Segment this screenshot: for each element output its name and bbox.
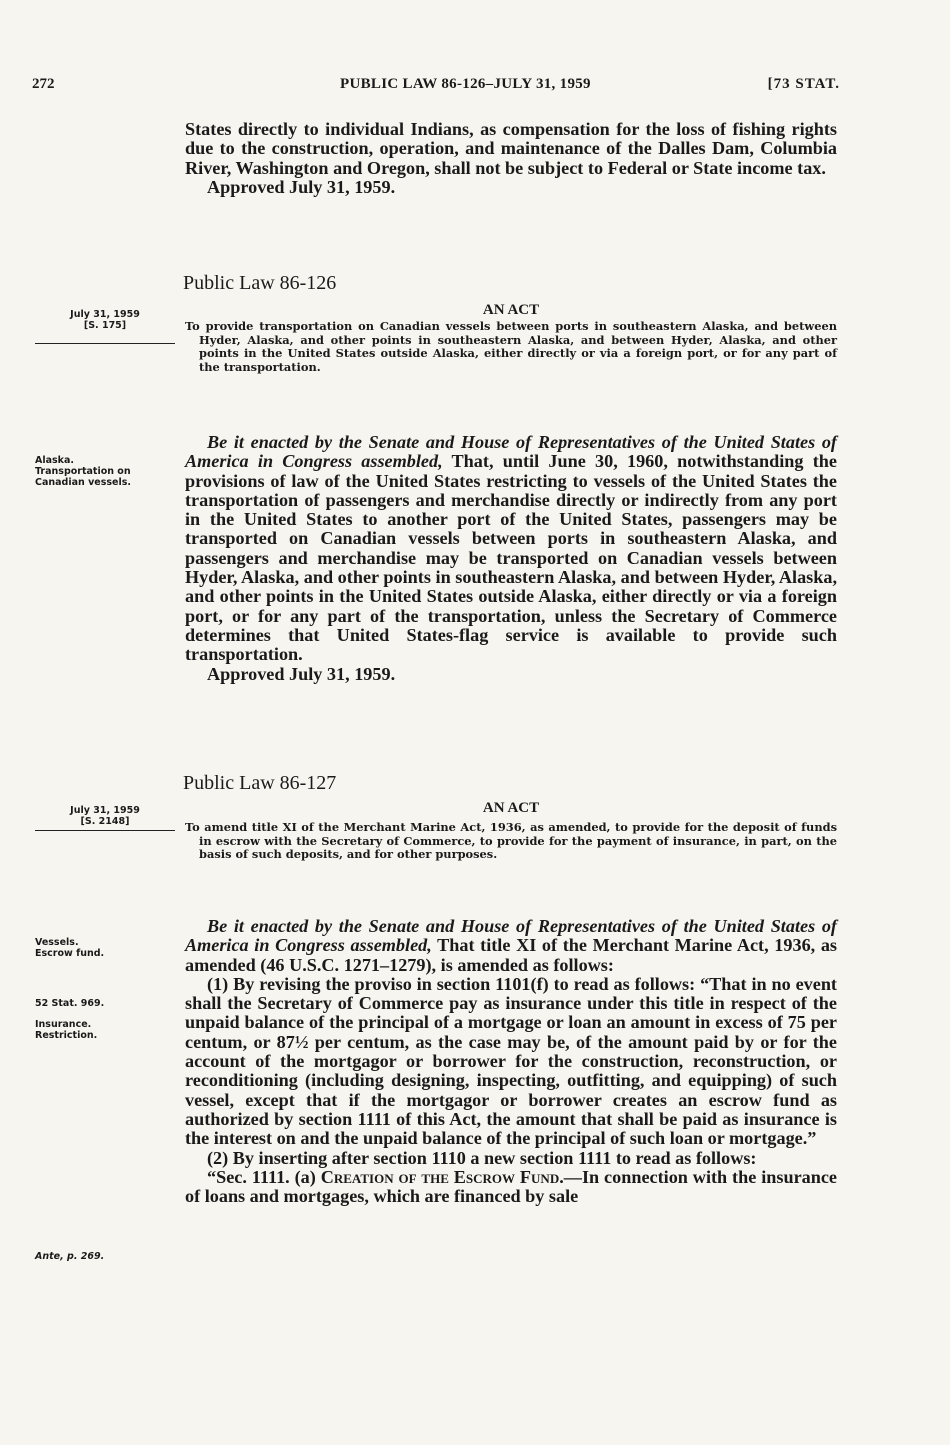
law-126-rule (35, 343, 175, 344)
section-heading: Creation of the Escrow Fund. (320, 1166, 564, 1187)
continuation-section (185, 120, 837, 197)
law-127-margin-vessels (35, 937, 175, 959)
continuation-text: States directly to individual Indians, as compensation for the loss of fishing rights due to the construction, operation, and maintenance of the Dalles Dam, Columbia River, Washington and Oregon, shall not be subject to Federal or State income tax. (185, 119, 837, 178)
stat-reference: [73 STAT. (767, 76, 840, 92)
law-127-para2: (2) By inserting after section 1110 a new section 1111 to read as follows: (207, 1147, 757, 1168)
law-127-enacting: Be it enacted by the Senate and House of Representatives of the United States of America in Congress assembled, (185, 916, 837, 956)
law-126-date: July 31, 1959 (70, 309, 140, 320)
law-127-date-note (35, 805, 175, 827)
margin-restriction: Restriction. (35, 1030, 98, 1041)
law-127-act-label: AN ACT (482, 800, 540, 816)
law-126-text (185, 433, 837, 684)
law-126-margin-alaska: Alaska. (35, 455, 75, 466)
law-126-approved: Approved July 31, 1959. (207, 663, 396, 684)
law-127-intro: That title XI of the Merchant Marine Act, 1936, as amended (46 U.S.C. 1271–1279), is amended as follows: (185, 935, 838, 975)
law-126-margin-notes (35, 455, 175, 488)
law-127-rule (35, 830, 175, 831)
running-title: PUBLIC LAW 86-126–JULY 31, 1959 (340, 76, 591, 92)
margin-ante: Ante, p. 269. (35, 1251, 105, 1262)
law-127-margin-insurance (35, 1019, 175, 1041)
law-126-bill: [S. 175] (83, 320, 127, 331)
margin-escrow-fund: Escrow fund. (35, 948, 105, 959)
margin-insurance: Insurance. (35, 1019, 92, 1030)
law-126-title: Public Law 86-126 (183, 272, 337, 294)
page-header (32, 76, 840, 96)
margin-stat-ref: 52 Stat. 969. (35, 998, 105, 1009)
law-127-title: Public Law 86-127 (183, 772, 337, 794)
law-126-purpose: To provide transportation on Canadian vessels between ports in southeastern Alaska, and between Hyder, Alaska, and other points in southeastern Alaska, and between Hyder, Alaska, and other points in the United States outside Alaska, either directly or via a foreign port, or for any part of the transportation. (185, 319, 837, 374)
law-126-date-note (35, 309, 175, 331)
law-127-text (185, 917, 837, 1206)
margin-vessels: Vessels. (35, 937, 79, 948)
law-126-body: That, until June 30, 1960, notwithstanding the provisions of law of the United States restricting to vessels of the United States the transportation of passengers and merchandise directly or indirectly from any port in the United States to another port of the United States, passengers may be transported on Canadian vessels between ports in southeastern Alaska, and passengers and merchandise may be transported on Canadian vessels between Hyder, Alaska, and other points in southeastern Alaska, and between Hyder, Alaska, and other points in the United States outside Alaska, either directly or via a foreign port, or for any part of the transportation, unless the Secretary of Commerce determines that United States-flag service is available to provide such transportation. (185, 451, 837, 665)
section-text: —In connection with the insurance of loans and mortgages, which are financed by sale (185, 1166, 837, 1207)
law-127-bill: [S. 2148] (80, 816, 130, 827)
law-126-margin-transport: Transportation on Canadian vessels. (35, 466, 132, 488)
page-number: 272 (32, 76, 55, 92)
continuation-approved: Approved July 31, 1959. (207, 176, 396, 197)
law-126-act-label: AN ACT (482, 302, 540, 318)
section-label: “Sec. 1111. (a) (207, 1166, 316, 1187)
law-127-para1: (1) By revising the proviso in section 1101(f) to read as follows: “That in no event shall the Secretary of Commerce pay as insurance under this title in respect of the unpaid balance of the principal of a mortgage or loan an amount in excess of 75 per centum, or 87½ per centum, as the case may be, of the amount paid by or for the account of the mortgagor or borrower for the construction, reconstruction, or reconditioning (including designing, inspecting, outfitting, and equipping) of such vessel, except that if the mortgagor or borrower creates an escrow fund as authorized by section 1111 of this Act, the amount that shall be paid as insurance is the interest on and the unpaid balance of the principal of such loan or mortgage.” (185, 973, 837, 1149)
law-127-purpose: To amend title XI of the Merchant Marine Act, 1936, as amended, to provide for the deposit of funds in escrow with the Secretary of Commerce, to provide for the payment of insurance, in part, on the basis of such deposits, and for other purposes. (185, 820, 837, 862)
law-126-enacting: Be it enacted by the Senate and House of Representatives of the United States of America in Congress assembled, (185, 432, 837, 472)
law-127-date: July 31, 1959 (70, 805, 140, 816)
